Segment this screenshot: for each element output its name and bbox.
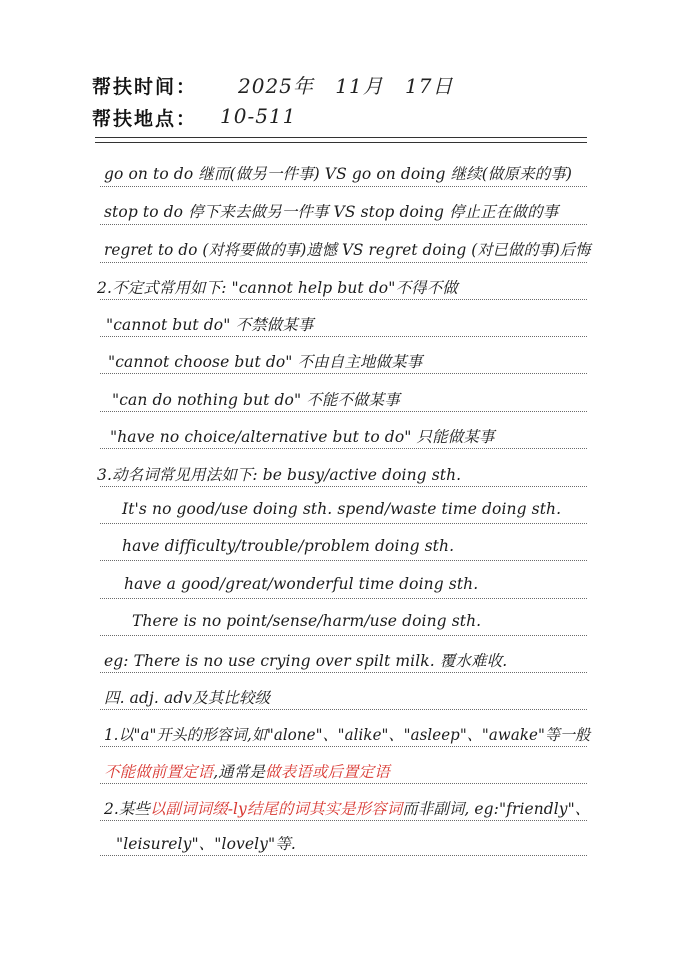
- note-line-6: "cannot choose but do" 不由自主地做某事: [108, 353, 423, 371]
- ruled-line: [100, 560, 587, 561]
- ruled-line: [100, 224, 587, 225]
- help-place-value: 10-511: [220, 104, 297, 128]
- note-line-5: "cannot but do" 不禁做某事: [106, 316, 314, 334]
- note-17-red-part-2: 做表语或后置定语: [265, 763, 390, 781]
- ruled-line: [100, 299, 587, 300]
- note-line-15: 四. adj. adv及其比较级: [104, 689, 271, 707]
- ruled-line: [100, 709, 587, 710]
- ruled-line: [100, 820, 587, 821]
- note-line-2: stop to do 停下来去做另一件事 VS stop doing 停止正在做的事: [104, 203, 559, 221]
- ruled-line: [100, 783, 587, 784]
- ruled-line: [100, 672, 587, 673]
- note-line-17: [104, 760, 390, 782]
- ruled-line: [100, 523, 587, 524]
- note-line-12: have a good/great/wonderful time doing sth.: [124, 575, 479, 593]
- note-line-10: It's no good/use doing sth. spend/waste time doing sth.: [122, 500, 562, 518]
- help-time-value: 2025年 11月 17日: [238, 74, 454, 98]
- note-18-black-part-1: 2.某些: [104, 800, 151, 818]
- note-line-9: 3.动名词常见用法如下: be busy/active doing sth.: [97, 466, 462, 484]
- note-line-13: There is no point/sense/harm/use doing sth.: [132, 612, 482, 630]
- note-line-8: "have no choice/alternative but to do" 只能做某事: [110, 428, 495, 446]
- ruled-line: [100, 262, 587, 263]
- note-17-red-part-1: 不能做前置定语: [104, 763, 214, 781]
- note-17-black-part-1: ,通常是: [213, 763, 266, 781]
- note-line-18: [104, 797, 590, 819]
- ruled-line: [100, 411, 587, 412]
- ruled-line: [100, 855, 587, 856]
- ruled-line: [100, 373, 587, 374]
- ruled-line: [100, 186, 587, 187]
- note-line-16: 1.以"a"开头的形容词,如"alone"、"alike"、"asleep"、"awake"等一般: [104, 726, 591, 744]
- help-place-label: 帮扶地点：: [92, 108, 198, 130]
- note-line-3: regret to do (对将要做的事)遗憾 VS regret doing (对已做的事)后悔: [104, 241, 591, 259]
- note-18-red-part-1: 以副词词缀-ly结尾的词其实是形容词: [150, 800, 403, 818]
- note-line-1: go on to do 继而(做另一件事) VS go on doing 继续(做原来的事): [104, 165, 573, 183]
- ruled-line: [100, 336, 587, 337]
- ruled-line: [100, 448, 587, 449]
- help-time-label: 帮扶时间：: [92, 76, 198, 98]
- ruled-line: [100, 486, 587, 487]
- ruled-line: [100, 746, 587, 747]
- ruled-line: [100, 635, 587, 636]
- note-line-11: have difficulty/trouble/problem doing sth.: [122, 537, 455, 555]
- note-line-7: "can do nothing but do" 不能不做某事: [112, 391, 400, 409]
- ruled-line: [100, 598, 587, 599]
- note-line-14: eg: There is no use crying over spilt milk. 覆水难收.: [104, 652, 508, 670]
- note-line-4: 2.不定式常用如下: "cannot help but do"不得不做: [97, 279, 458, 297]
- note-line-19: "leisurely"、"lovely"等.: [116, 835, 296, 853]
- note-18-black-part-2: 而非副词, eg:"friendly"、: [402, 800, 591, 818]
